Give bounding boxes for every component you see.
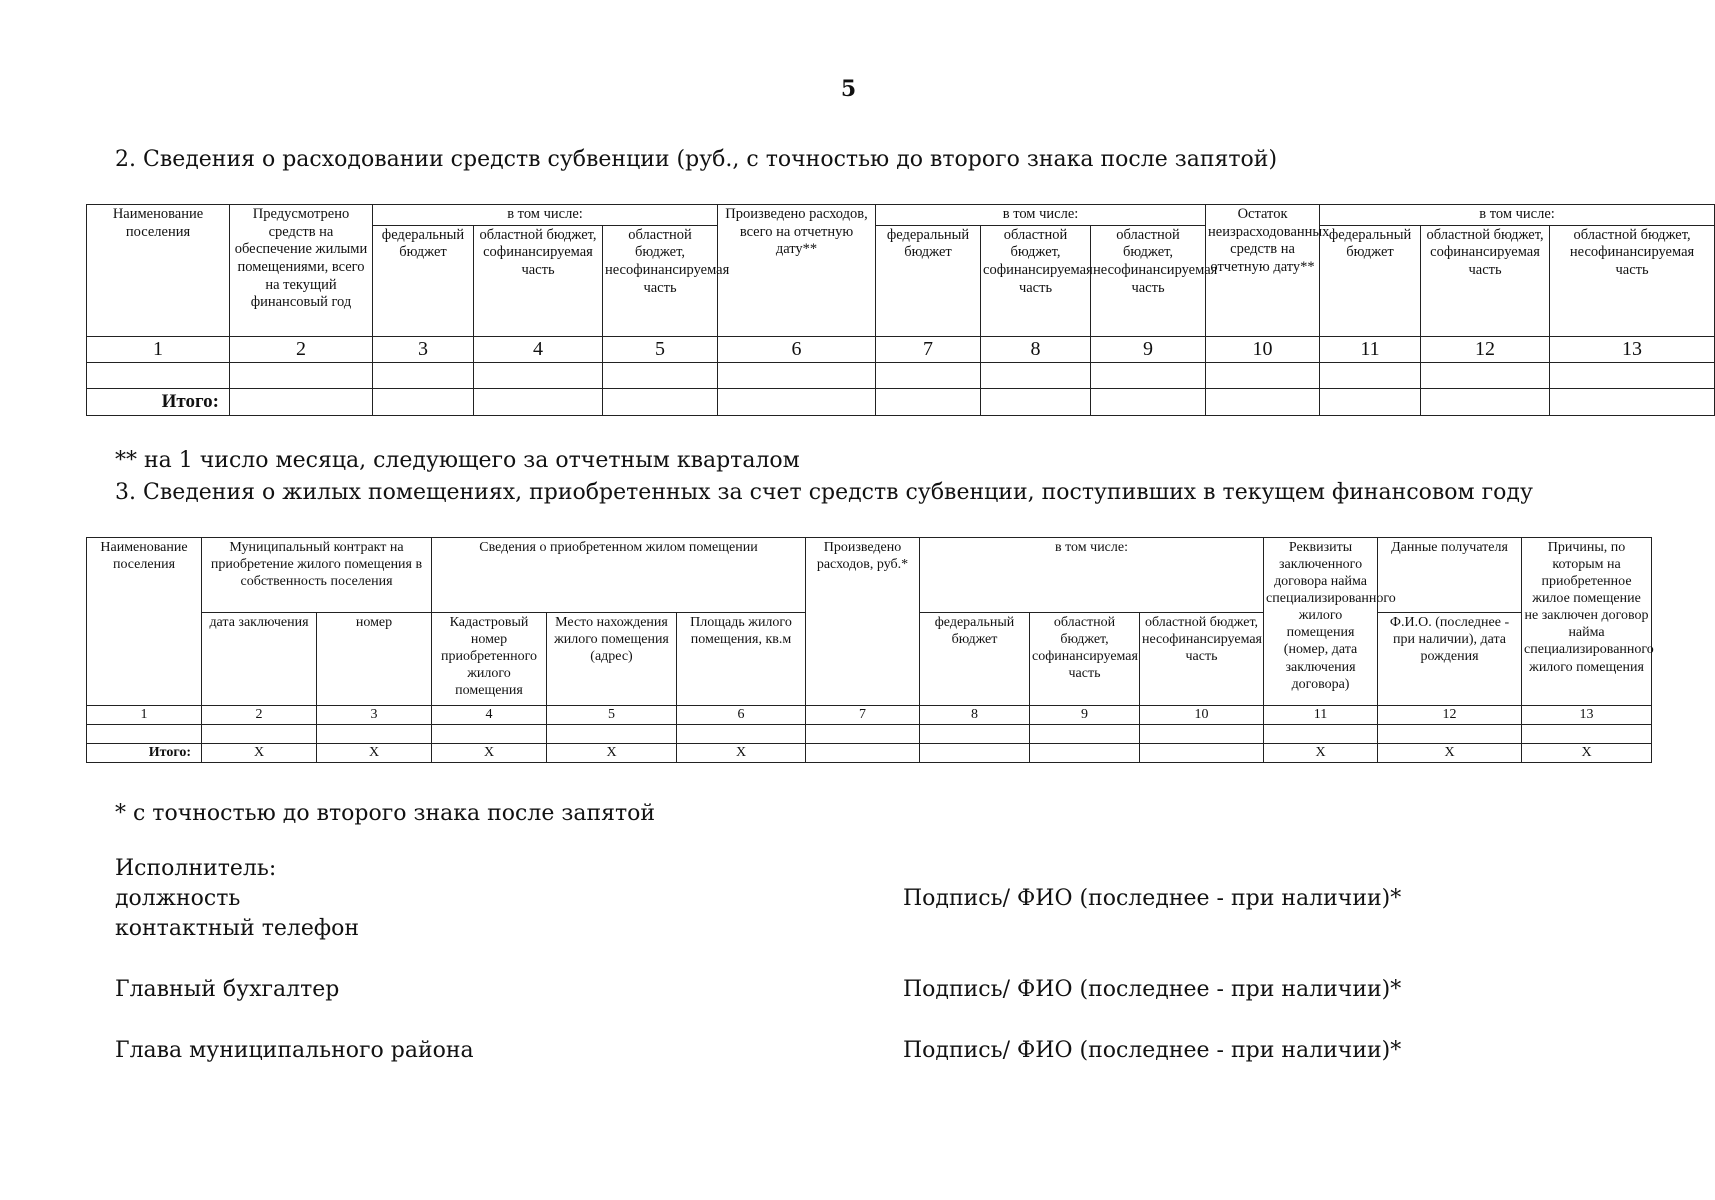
column-number: 8	[981, 336, 1091, 362]
header-federal-budget: федеральный бюджет	[1320, 225, 1421, 336]
header-federal-budget: федеральный бюджет	[876, 225, 981, 336]
x-mark: X	[1264, 744, 1378, 763]
housing-table	[86, 537, 1652, 763]
empty-cell[interactable]	[677, 725, 806, 744]
column-number: 13	[1550, 336, 1715, 362]
column-number: 12	[1378, 706, 1522, 725]
phone-label: контактный телефон	[115, 916, 360, 941]
empty-cell[interactable]	[87, 725, 202, 744]
x-mark: X	[1522, 744, 1652, 763]
header-reasons: Причины, по которым на приобретенное жилое помещение не заключен договор найма специализированного жилого помещения	[1522, 538, 1652, 706]
column-number: 6	[677, 706, 806, 725]
x-mark: X	[1378, 744, 1522, 763]
x-mark: X	[317, 744, 432, 763]
empty-cell[interactable]	[1522, 725, 1652, 744]
empty-cell[interactable]	[1206, 388, 1320, 415]
column-number: 7	[876, 336, 981, 362]
column-number: 13	[1522, 706, 1652, 725]
column-number: 11	[1264, 706, 1378, 725]
header-regional-cofinanced: областной бюджет, софинансируемая часть	[981, 225, 1091, 336]
section-3-title: 3. Сведения о жилых помещениях, приобретенных за счет средств субвенции, поступивших в текущем финансовом году	[115, 480, 1533, 505]
empty-cell[interactable]	[1421, 388, 1550, 415]
header-spent-rub: Произведено расходов, руб.*	[806, 538, 920, 706]
column-number: 5	[547, 706, 677, 725]
column-number: 4	[432, 706, 547, 725]
table-row	[87, 725, 1652, 744]
empty-cell[interactable]	[876, 388, 981, 415]
empty-cell[interactable]	[876, 362, 981, 388]
column-number: 9	[1030, 706, 1140, 725]
header-contract-date: дата заключения	[202, 613, 317, 706]
head-label: Глава муниципального района	[115, 1038, 474, 1063]
empty-cell[interactable]	[920, 744, 1030, 763]
header-federal-budget: федеральный бюджет	[920, 613, 1030, 706]
empty-cell[interactable]	[474, 362, 603, 388]
empty-cell[interactable]	[373, 362, 474, 388]
empty-cell[interactable]	[1140, 744, 1264, 763]
header-recipient-fio: Ф.И.О. (последнее - при наличии), дата рождения	[1378, 613, 1522, 706]
x-mark: X	[432, 744, 547, 763]
empty-cell[interactable]	[432, 725, 547, 744]
executor-label: Исполнитель:	[115, 856, 277, 881]
column-number: 1	[87, 336, 230, 362]
empty-cell[interactable]	[1091, 362, 1206, 388]
header-including-planned: в том числе:	[373, 205, 718, 226]
header-including-remainder: в том числе:	[1320, 205, 1715, 226]
footnote-precision: * с точностью до второго знака после запятой	[115, 801, 656, 826]
x-mark: X	[202, 744, 317, 763]
empty-cell[interactable]	[474, 388, 603, 415]
page-number: 5	[840, 76, 857, 102]
column-number: 11	[1320, 336, 1421, 362]
empty-cell[interactable]	[920, 725, 1030, 744]
head-signature: Подпись/ ФИО (последнее - при наличии)*	[903, 1038, 1402, 1063]
empty-cell[interactable]	[1030, 725, 1140, 744]
header-spent-total: Произведено расходов, всего на отчетную дату**	[718, 205, 876, 337]
empty-cell[interactable]	[806, 744, 920, 763]
header-remainder: Остаток неизрасходованных средств на отчетную дату**	[1206, 205, 1320, 337]
column-number: 7	[806, 706, 920, 725]
header-contract-number: номер	[317, 613, 432, 706]
column-number: 1	[87, 706, 202, 725]
empty-cell[interactable]	[1320, 388, 1421, 415]
x-mark: X	[677, 744, 806, 763]
empty-cell[interactable]	[806, 725, 920, 744]
header-regional-noncofinanced: областной бюджет, несофинансируемая часть	[603, 225, 718, 336]
empty-cell[interactable]	[547, 725, 677, 744]
column-number: 10	[1206, 336, 1320, 362]
x-mark: X	[547, 744, 677, 763]
header-settlement-name: Наименование поселения	[87, 538, 202, 706]
column-number: 3	[373, 336, 474, 362]
header-regional-noncofinanced: областной бюджет, несофинансируемая часть	[1091, 225, 1206, 336]
empty-cell[interactable]	[718, 388, 876, 415]
section-2-title: 2. Сведения о расходовании средств субвенции (руб., с точностью до второго знака после запятой)	[115, 147, 1278, 172]
header-including-spent: в том числе:	[876, 205, 1206, 226]
header-regional-cofinanced: областной бюджет, софинансируемая часть	[474, 225, 603, 336]
empty-cell[interactable]	[1264, 725, 1378, 744]
empty-cell[interactable]	[981, 362, 1091, 388]
header-municipal-contract: Муниципальный контракт на приобретение жилого помещения в собственность поселения	[202, 538, 432, 613]
column-number: 8	[920, 706, 1030, 725]
table-row	[87, 362, 1715, 388]
header-settlement-name: Наименование поселения	[87, 205, 230, 337]
header-housing-info: Сведения о приобретенном жилом помещении	[432, 538, 806, 613]
header-regional-cofinanced: областной бюджет, софинансируемая часть	[1030, 613, 1140, 706]
column-number: 2	[202, 706, 317, 725]
empty-cell[interactable]	[1550, 388, 1715, 415]
header-lease-requisites: Реквизиты заключенного договора найма специализированного жилого помещения (номер, дата заключения договора)	[1264, 538, 1378, 706]
header-regional-noncofinanced: областной бюджет, несофинансируемая часть	[1550, 225, 1715, 336]
header-regional-noncofinanced: областной бюджет, несофинансируемая часть	[1140, 613, 1264, 706]
column-number: 10	[1140, 706, 1264, 725]
empty-cell[interactable]	[1091, 388, 1206, 415]
empty-cell[interactable]	[1320, 362, 1421, 388]
expenditure-table	[86, 204, 1715, 416]
column-number: 2	[230, 336, 373, 362]
empty-cell[interactable]	[1140, 725, 1264, 744]
empty-cell[interactable]	[1421, 362, 1550, 388]
position-label: должность	[115, 886, 241, 911]
executor-signature: Подпись/ ФИО (последнее - при наличии)*	[903, 886, 1402, 911]
empty-cell[interactable]	[981, 388, 1091, 415]
header-including: в том числе:	[920, 538, 1264, 613]
header-area: Площадь жилого помещения, кв.м	[677, 613, 806, 706]
chief-accountant-signature: Подпись/ ФИО (последнее - при наличии)*	[903, 977, 1402, 1002]
header-recipient-data: Данные получателя	[1378, 538, 1522, 613]
empty-cell[interactable]	[230, 362, 373, 388]
chief-accountant-label: Главный бухгалтер	[115, 977, 340, 1002]
column-number: 3	[317, 706, 432, 725]
empty-cell[interactable]	[1206, 362, 1320, 388]
column-number: 12	[1421, 336, 1550, 362]
empty-cell[interactable]	[373, 388, 474, 415]
total-label: Итого:	[87, 744, 202, 763]
header-location: Место нахождения жилого помещения (адрес)	[547, 613, 677, 706]
column-number: 5	[603, 336, 718, 362]
empty-cell[interactable]	[87, 362, 230, 388]
header-regional-cofinanced: областной бюджет, софинансируемая часть	[1421, 225, 1550, 336]
empty-cell[interactable]	[317, 725, 432, 744]
empty-cell[interactable]	[603, 362, 718, 388]
empty-cell[interactable]	[202, 725, 317, 744]
header-federal-budget: федеральный бюджет	[373, 225, 474, 336]
footnote-month: ** на 1 число месяца, следующего за отчетным кварталом	[115, 448, 800, 473]
column-number: 6	[718, 336, 876, 362]
column-number: 9	[1091, 336, 1206, 362]
total-label: Итого:	[87, 388, 230, 415]
header-planned-funds: Предусмотрено средств на обеспечение жилыми помещениями, всего на текущий финансовый год	[230, 205, 373, 337]
empty-cell[interactable]	[1378, 725, 1522, 744]
header-cadastral-number: Кадастровый номер приобретенного жилого помещения	[432, 613, 547, 706]
empty-cell[interactable]	[718, 362, 876, 388]
empty-cell[interactable]	[1550, 362, 1715, 388]
total-row	[87, 388, 1715, 415]
total-row	[87, 744, 1652, 763]
empty-cell[interactable]	[1030, 744, 1140, 763]
column-number: 4	[474, 336, 603, 362]
empty-cell[interactable]	[230, 388, 373, 415]
empty-cell[interactable]	[603, 388, 718, 415]
